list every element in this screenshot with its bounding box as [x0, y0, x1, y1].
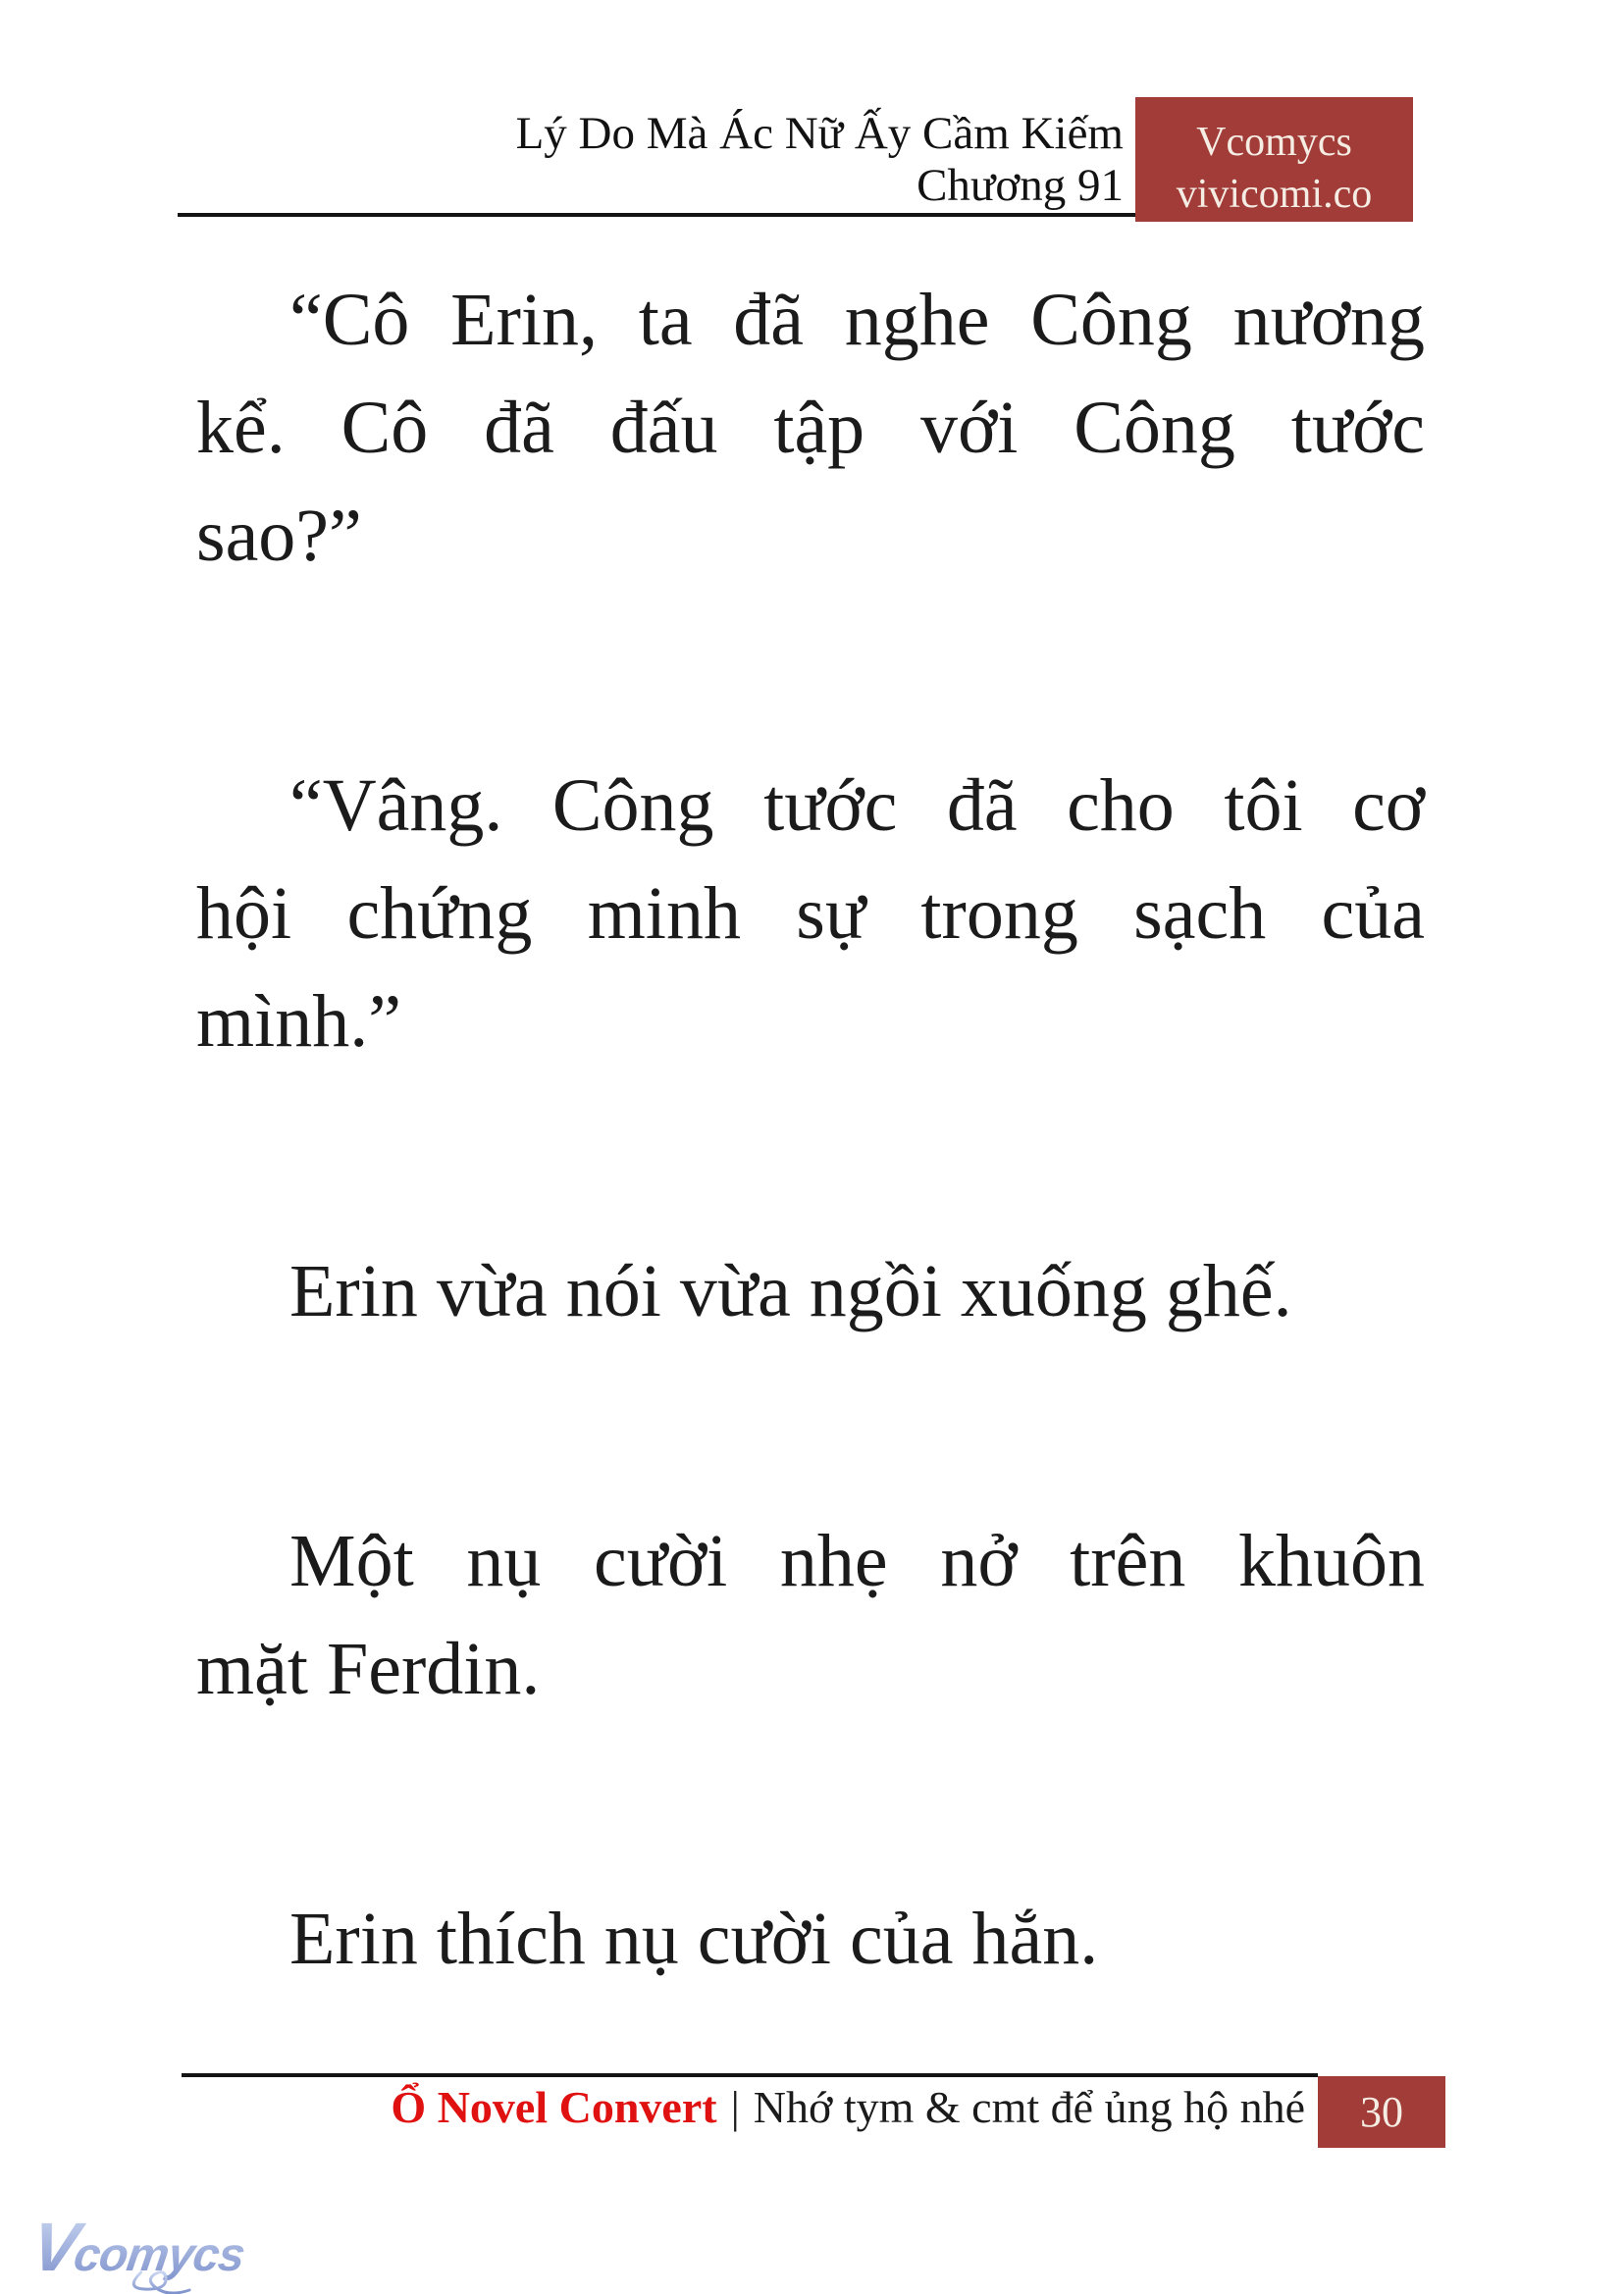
text-line: “Vâng. Công tước đã cho tôi cơ: [289, 764, 1425, 847]
site-badge-url: vivicomi.co: [1176, 172, 1373, 217]
vcomycs-logo-icon: [26, 2200, 261, 2294]
header-title-block: [177, 108, 1124, 212]
page-number: 30: [1360, 2088, 1403, 2136]
body-text: [196, 266, 1425, 1993]
footer-brand: Ổ Novel Convert: [391, 2082, 717, 2132]
text-line: hội chứng minh sự trong sạch của: [196, 872, 1425, 955]
text-line: mặt Ferdin.: [196, 1628, 541, 1710]
chapter-label: Chương 91: [917, 160, 1124, 211]
header-divider: [178, 213, 1135, 217]
footer: [196, 2080, 1305, 2135]
paragraph: [196, 1885, 1425, 1993]
page-number-badge: [1318, 2076, 1445, 2148]
watermark-logo: [26, 2200, 261, 2294]
paragraph: [196, 1237, 1425, 1345]
site-badge-name: Vcomycs: [1196, 120, 1352, 165]
footer-note: Nhớ tym & cmt để ủng hộ nhé: [753, 2082, 1305, 2132]
paragraph: [196, 1507, 1425, 1723]
site-badge: [1135, 97, 1413, 222]
text-line: “Cô Erin, ta đã nghe Công nương: [289, 279, 1425, 361]
page-title: Lý Do Mà Ác Nữ Ấy Cầm Kiếm: [515, 108, 1124, 159]
text-line: sao?”: [196, 495, 362, 577]
paragraph: [196, 752, 1425, 1075]
text-line: Erin thích nụ cười của hắn.: [289, 1898, 1099, 1980]
text-line: Một nụ cười nhẹ nở trên khuôn: [289, 1520, 1425, 1602]
footer-divider: [182, 2073, 1318, 2077]
text-line: kể. Cô đã đấu tập với Công tước: [196, 387, 1425, 469]
footer-separator: |: [730, 2082, 740, 2132]
svg-text:Vcomycs: Vcomycs: [26, 2208, 248, 2285]
text-line: Erin vừa nói vừa ngồi xuống ghế.: [289, 1250, 1292, 1332]
paragraph: [196, 266, 1425, 590]
text-line: mình.”: [196, 980, 401, 1063]
